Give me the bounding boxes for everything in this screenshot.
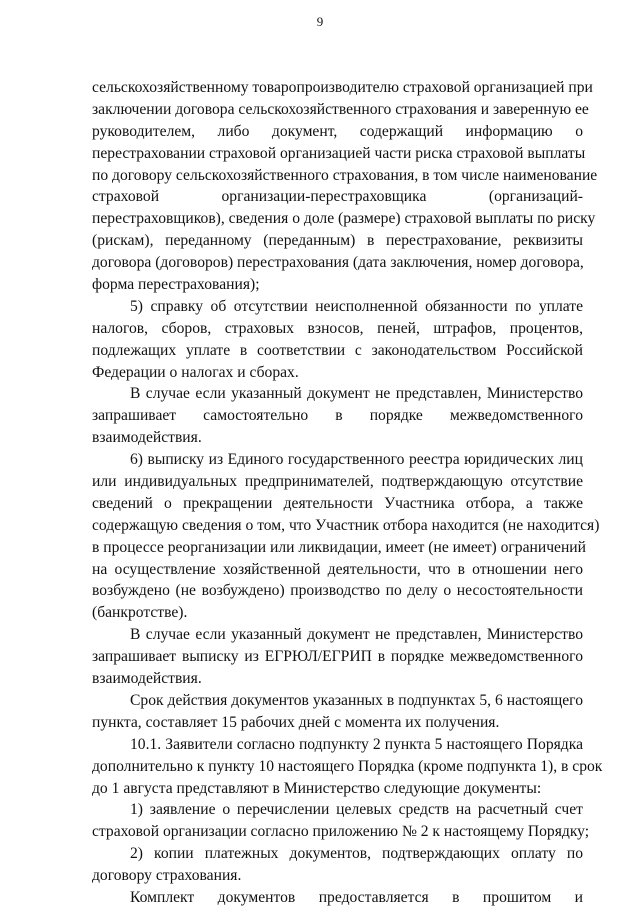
text-line: заключении договора сельскохозяйственного страхования и заверенную ее	[92, 100, 589, 118]
text-line: В случае если указанный документ не представлен, Министерство	[130, 626, 583, 644]
text-line: взаимодействия.	[92, 429, 202, 447]
text-line: форма перестрахования);	[92, 276, 260, 294]
text-line: возбуждено (не возбуждено) производство по делу о несостоятельности	[92, 582, 583, 600]
text-line: страховой организации-перестраховщика (организаций-	[92, 188, 583, 206]
text-line: договора (договоров) перестрахования (дата заключения, номер договора,	[92, 254, 584, 272]
text-line: перестраховщиков), сведения о доле (размере) страховой выплаты по риску	[92, 210, 596, 228]
text-line: запрашивает выписку из ЕГРЮЛ/ЕГРИП в порядке межведомственного	[92, 648, 583, 666]
text-line: сведений о прекращении деятельности Участника отбора, а также	[92, 494, 583, 512]
text-line: 5) справку об отсутствии неисполненной обязанности по уплате	[130, 297, 583, 315]
text-line: 6) выписку из Единого государственного реестра юридических лиц	[130, 451, 583, 469]
text-line: В случае если указанный документ не представлен, Министерство	[130, 385, 583, 403]
text-line: содержащую сведения о том, что Участник отбора находится (не находится)	[92, 516, 600, 534]
text-line: 1) заявление о перечислении целевых средств на расчетный счет	[130, 801, 583, 819]
text-line: 10.1. Заявители согласно подпункту 2 пункта 5 настоящего Порядка	[130, 735, 583, 753]
page-number: 9	[316, 14, 324, 29]
text-line: перестраховании страховой организацией части риска страховой выплаты	[92, 144, 586, 162]
text-line: подлежащих уплате в соответствии с законодательством Российской	[92, 341, 583, 359]
text-line: дополнительно к пункту 10 настоящего Порядка (кроме подпункта 1), в срок	[92, 757, 603, 775]
text-line: Федерации о налогах и сборах.	[92, 363, 299, 381]
text-line: Комплект документов предоставляется в прошитом и	[130, 888, 583, 906]
text-line: руководителем, либо документ, содержащий информацию о	[92, 122, 583, 140]
body-text	[92, 77, 603, 909]
text-line: по договору сельскохозяйственного страхования, в том числе наименование	[92, 166, 598, 184]
text-line: договору страхования.	[92, 867, 242, 885]
text-line: Срок действия документов указанных в подпунктах 5, 6 настоящего	[130, 691, 583, 709]
text-line: в процессе реорганизации или ликвидации, имеет (не имеет) ограничений	[92, 538, 586, 556]
text-line: 2) копии платежных документов, подтверждающих оплату по	[130, 845, 583, 863]
text-line: взаимодействия.	[92, 670, 202, 688]
text-line: страховой организации согласно приложению № 2 к настоящему Порядку;	[92, 823, 590, 841]
text-line: (рискам), переданному (переданным) в перестрахование, реквизиты	[92, 232, 583, 250]
text-line: до 1 августа представляют в Министерство следующие документы:	[92, 779, 542, 797]
text-line: налогов, сборов, страховых взносов, пеней, штрафов, процентов,	[92, 319, 583, 337]
text-line: (банкротстве).	[92, 604, 188, 622]
text-line: запрашивает самостоятельно в порядке межведомственного	[92, 407, 583, 425]
text-line: или индивидуальных предпринимателей, подтверждающую отсутствие	[92, 473, 583, 491]
text-line: сельскохозяйственному товаропроизводителю страховой организацией при	[92, 79, 593, 96]
text-line: на осуществление хозяйственной деятельности, что в отношении него	[92, 560, 583, 578]
text-line: пункта, составляет 15 рабочих дней с момента их получения.	[92, 713, 500, 731]
